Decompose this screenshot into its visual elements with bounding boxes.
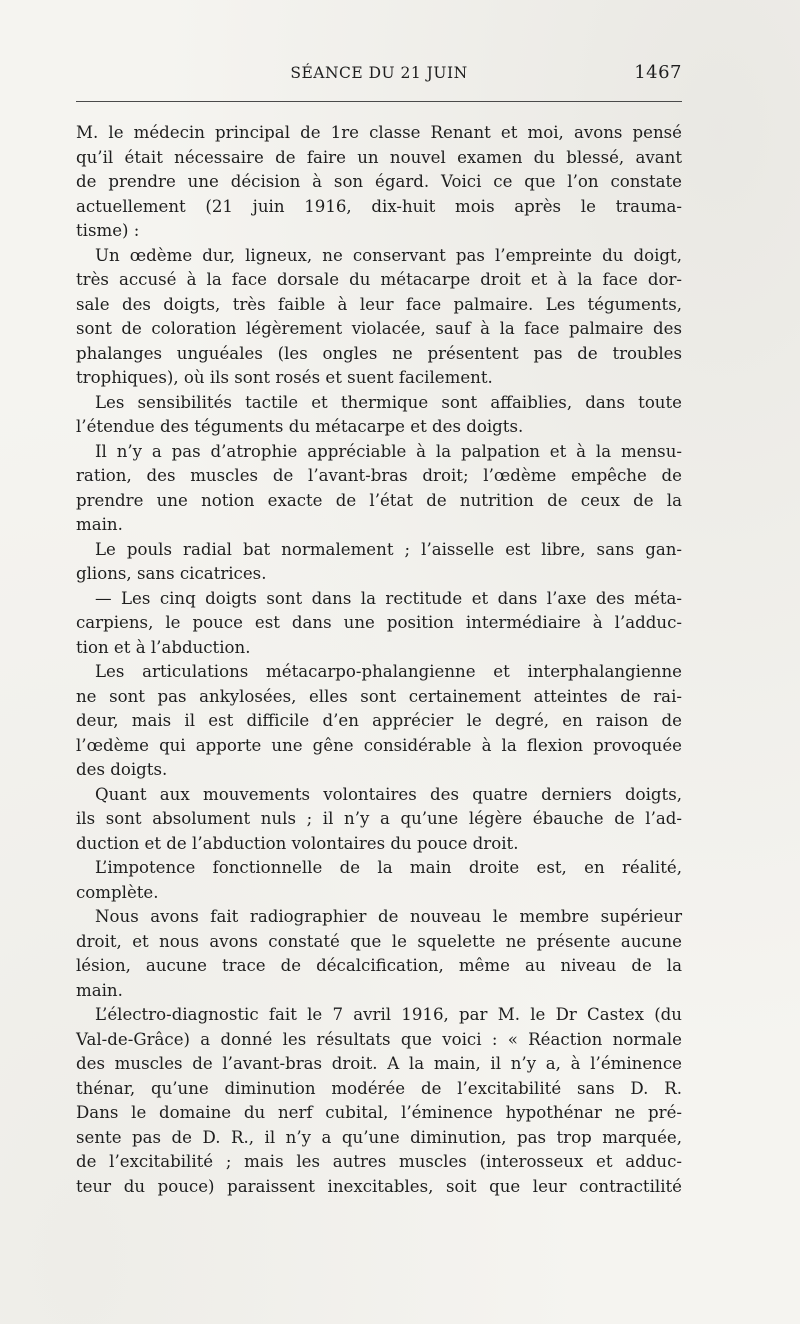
text-line: duction et de l’abduction volontaires du pouce droit. [76,833,519,853]
text-line: L’électro-diagnostic fait le 7 avril 1916, par M. le Dr Castex (du [95,1005,682,1024]
text-line: carpiens, le pouce est dans une position intermédiaire à l’adduc- [76,613,682,632]
text-line: sont de coloration légèrement violacée, sauf à la face palmaire des [76,319,682,338]
text-line: de prendre une décision à son égard. Voici ce que l’on constate [76,172,682,191]
text-line: main. [76,980,123,1000]
text-line: actuellement (21 juin 1916, dix-huit mois après le trauma- [76,196,682,216]
page-header [76,62,682,86]
text-line: des muscles de l’avant-bras droit. A la main, il n’y a, à l’éminence [76,1054,682,1073]
text-line: Il n’y a pas d’atrophie appréciable à la palpation et à la mensu- [95,441,682,461]
text-line: Quant aux mouvements volontaires des quatre derniers doigts, [95,784,682,804]
text-line: des doigts. [76,760,168,779]
text-line: Les sensibilités tactile et thermique sont affaiblies, dans toute [95,392,682,412]
text-line: tisme) : [76,221,140,240]
text-line: — Les cinq doigts sont dans la rectitude et dans l’axe des méta- [95,588,682,608]
running-head: SÉANCE DU 21 JUIN [290,64,468,82]
text-line: Le pouls radial bat normalement ; l’aisselle est libre, sans gan- [95,539,682,559]
text-line: de l’excitabilité ; mais les autres muscles (interosseux et adduc- [76,1152,682,1171]
text-line: trophiques), où ils sont rosés et suent facilement. [76,368,493,387]
text-line: tion et à l’abduction. [76,637,251,657]
text-line: l’étendue des téguments du métacarpe et des doigts. [76,417,524,436]
text-line: l’œdème qui apporte une gêne considérable à la flexion provoquée [76,735,682,755]
text-line: Un œdème dur, ligneux, ne conservant pas l’empreinte du doigt, [95,245,682,265]
text-line: sente pas de D. R., il n’y a qu’une diminution, pas trop marquée, [76,1127,682,1147]
text-line: ils sont absolument nuls ; il n’y a qu’une légère ébauche de l’ad- [76,809,682,828]
text-line: L’impotence fonctionnelle de la main droite est, en réalité, [95,858,682,877]
text-line: très accusé à la face dorsale du métacarpe droit et à la face dor- [76,270,682,289]
text-line: qu’il était nécessaire de faire un nouvel examen du blessé, avant [76,147,682,167]
text-line: Val-de-Grâce) a donné les résultats que voici : « Réaction normale [76,1029,682,1049]
text-line: lésion, aucune trace de décalcification, même au niveau de la [76,956,682,975]
text-line: glions, sans cicatrices. [76,564,267,583]
text-line: ration, des muscles de l’avant-bras droit; l’œdème empêche de [76,466,682,485]
text-line: teur du pouce) paraissent inexcitables, soit que leur contractilité [76,1176,682,1196]
text-line: main. [76,515,123,534]
header-rule [76,101,682,102]
text-line: Les articulations métacarpo-phalangienne et interphalangienne [95,662,682,681]
text-line: sale des doigts, très faible à leur face palmaire. Les téguments, [76,294,682,314]
text-line: prendre une notion exacte de l’état de nutrition de ceux de la [76,490,682,510]
body-text [76,121,682,1199]
text-line: Nous avons fait radiographier de nouveau le membre supérieur [95,907,682,926]
text-line: deur, mais il est difficile d’en apprécier le degré, en raison de [76,711,682,730]
text-line: M. le médecin principal de 1re classe Renant et moi, avons pensé [76,123,682,142]
page-number: 1467 [634,62,682,83]
text-line: complète. [76,882,159,902]
text-line: thénar, qu’une diminution modérée de l’excitabilité sans D. R. [76,1078,682,1098]
text-line: Dans le domaine du nerf cubital, l’éminence hypothénar ne pré- [76,1103,682,1122]
text-line: droit, et nous avons constaté que le squelette ne présente aucune [76,931,682,951]
text-line: ne sont pas ankylosées, elles sont certainement atteintes de rai- [76,686,682,706]
text-line: phalanges unguéales (les ongles ne présentent pas de troubles [76,343,682,363]
